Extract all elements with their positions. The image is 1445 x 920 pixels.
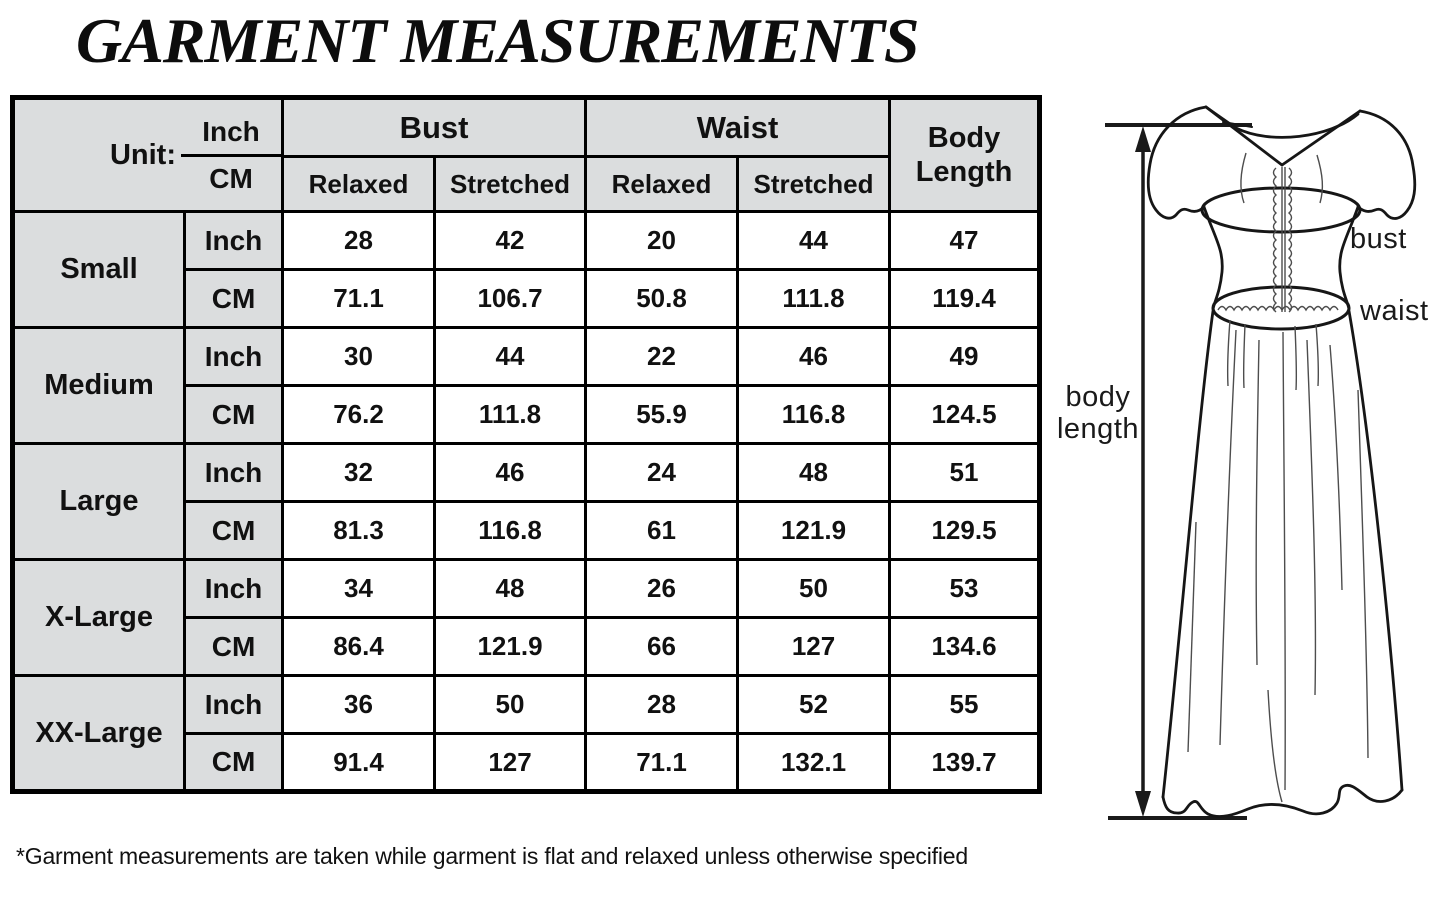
value-cell: 34 <box>283 560 435 618</box>
unit-row-label: CM <box>185 618 283 676</box>
value-cell: 66 <box>586 618 738 676</box>
value-cell: 50 <box>738 560 890 618</box>
unit-row-label: CM <box>185 734 283 792</box>
unit-inch-label: Inch <box>181 113 281 157</box>
value-cell: 48 <box>738 444 890 502</box>
value-cell: 121.9 <box>435 618 586 676</box>
value-cell: 28 <box>283 212 435 270</box>
value-cell: 121.9 <box>738 502 890 560</box>
value-cell: 111.8 <box>435 386 586 444</box>
unit-row-label: Inch <box>185 444 283 502</box>
unit-label: Unit: <box>109 138 176 171</box>
value-cell: 49 <box>890 328 1040 386</box>
page-title: GARMENT MEASUREMENTS <box>76 5 919 76</box>
size-label-small: Small <box>13 212 185 328</box>
footnote: *Garment measurements are taken while garment is flat and relaxed unless otherwise specified <box>16 843 968 869</box>
value-cell: 53 <box>890 560 1040 618</box>
size-label-xx-large: XX-Large <box>13 676 185 792</box>
value-cell: 44 <box>738 212 890 270</box>
value-cell: 71.1 <box>283 270 435 328</box>
header-waist-stretched: Stretched <box>738 157 890 212</box>
unit-row-label: Inch <box>185 676 283 734</box>
garment-measurements-table <box>10 95 1042 794</box>
value-cell: 24 <box>586 444 738 502</box>
size-label-x-large: X-Large <box>13 560 185 676</box>
unit-header-cell <box>13 98 283 212</box>
value-cell: 47 <box>890 212 1040 270</box>
unit-fraction <box>15 113 281 198</box>
unit-row-label: CM <box>185 386 283 444</box>
value-cell: 46 <box>435 444 586 502</box>
value-cell: 55.9 <box>586 386 738 444</box>
value-cell: 51 <box>890 444 1040 502</box>
header-bust: Bust <box>283 98 586 157</box>
value-cell: 32 <box>283 444 435 502</box>
value-cell: 55 <box>890 676 1040 734</box>
value-cell: 129.5 <box>890 502 1040 560</box>
dress-diagram <box>1040 90 1445 835</box>
header-waist-relaxed: Relaxed <box>586 157 738 212</box>
value-cell: 30 <box>283 328 435 386</box>
value-cell: 61 <box>586 502 738 560</box>
body-length-label: body length <box>1056 381 1139 445</box>
value-cell: 50.8 <box>586 270 738 328</box>
unit-row-label: Inch <box>185 560 283 618</box>
value-cell: 116.8 <box>738 386 890 444</box>
waist-label: waist <box>1360 295 1429 327</box>
unit-row-label: CM <box>185 270 283 328</box>
size-label-medium: Medium <box>13 328 185 444</box>
value-cell: 81.3 <box>283 502 435 560</box>
size-label-large: Large <box>13 444 185 560</box>
value-cell: 22 <box>586 328 738 386</box>
header-body-length: Body Length <box>890 98 1040 212</box>
value-cell: 50 <box>435 676 586 734</box>
value-cell: 20 <box>586 212 738 270</box>
value-cell: 124.5 <box>890 386 1040 444</box>
unit-row-label: Inch <box>185 212 283 270</box>
value-cell: 42 <box>435 212 586 270</box>
value-cell: 52 <box>738 676 890 734</box>
value-cell: 71.1 <box>586 734 738 792</box>
value-cell: 127 <box>738 618 890 676</box>
dress-illustration <box>1040 90 1445 835</box>
header-bust-stretched: Stretched <box>435 157 586 212</box>
value-cell: 139.7 <box>890 734 1040 792</box>
value-cell: 86.4 <box>283 618 435 676</box>
unit-cm-label: CM <box>209 162 253 194</box>
value-cell: 36 <box>283 676 435 734</box>
header-waist: Waist <box>586 98 890 157</box>
value-cell: 111.8 <box>738 270 890 328</box>
bust-label: bust <box>1350 223 1407 255</box>
value-cell: 132.1 <box>738 734 890 792</box>
value-cell: 106.7 <box>435 270 586 328</box>
unit-row-label: Inch <box>185 328 283 386</box>
value-cell: 26 <box>586 560 738 618</box>
value-cell: 48 <box>435 560 586 618</box>
value-cell: 127 <box>435 734 586 792</box>
value-cell: 119.4 <box>890 270 1040 328</box>
value-cell: 44 <box>435 328 586 386</box>
value-cell: 76.2 <box>283 386 435 444</box>
header-bust-relaxed: Relaxed <box>283 157 435 212</box>
value-cell: 46 <box>738 328 890 386</box>
value-cell: 28 <box>586 676 738 734</box>
unit-fraction-stack <box>181 113 281 198</box>
unit-row-label: CM <box>185 502 283 560</box>
value-cell: 91.4 <box>283 734 435 792</box>
value-cell: 116.8 <box>435 502 586 560</box>
value-cell: 134.6 <box>890 618 1040 676</box>
